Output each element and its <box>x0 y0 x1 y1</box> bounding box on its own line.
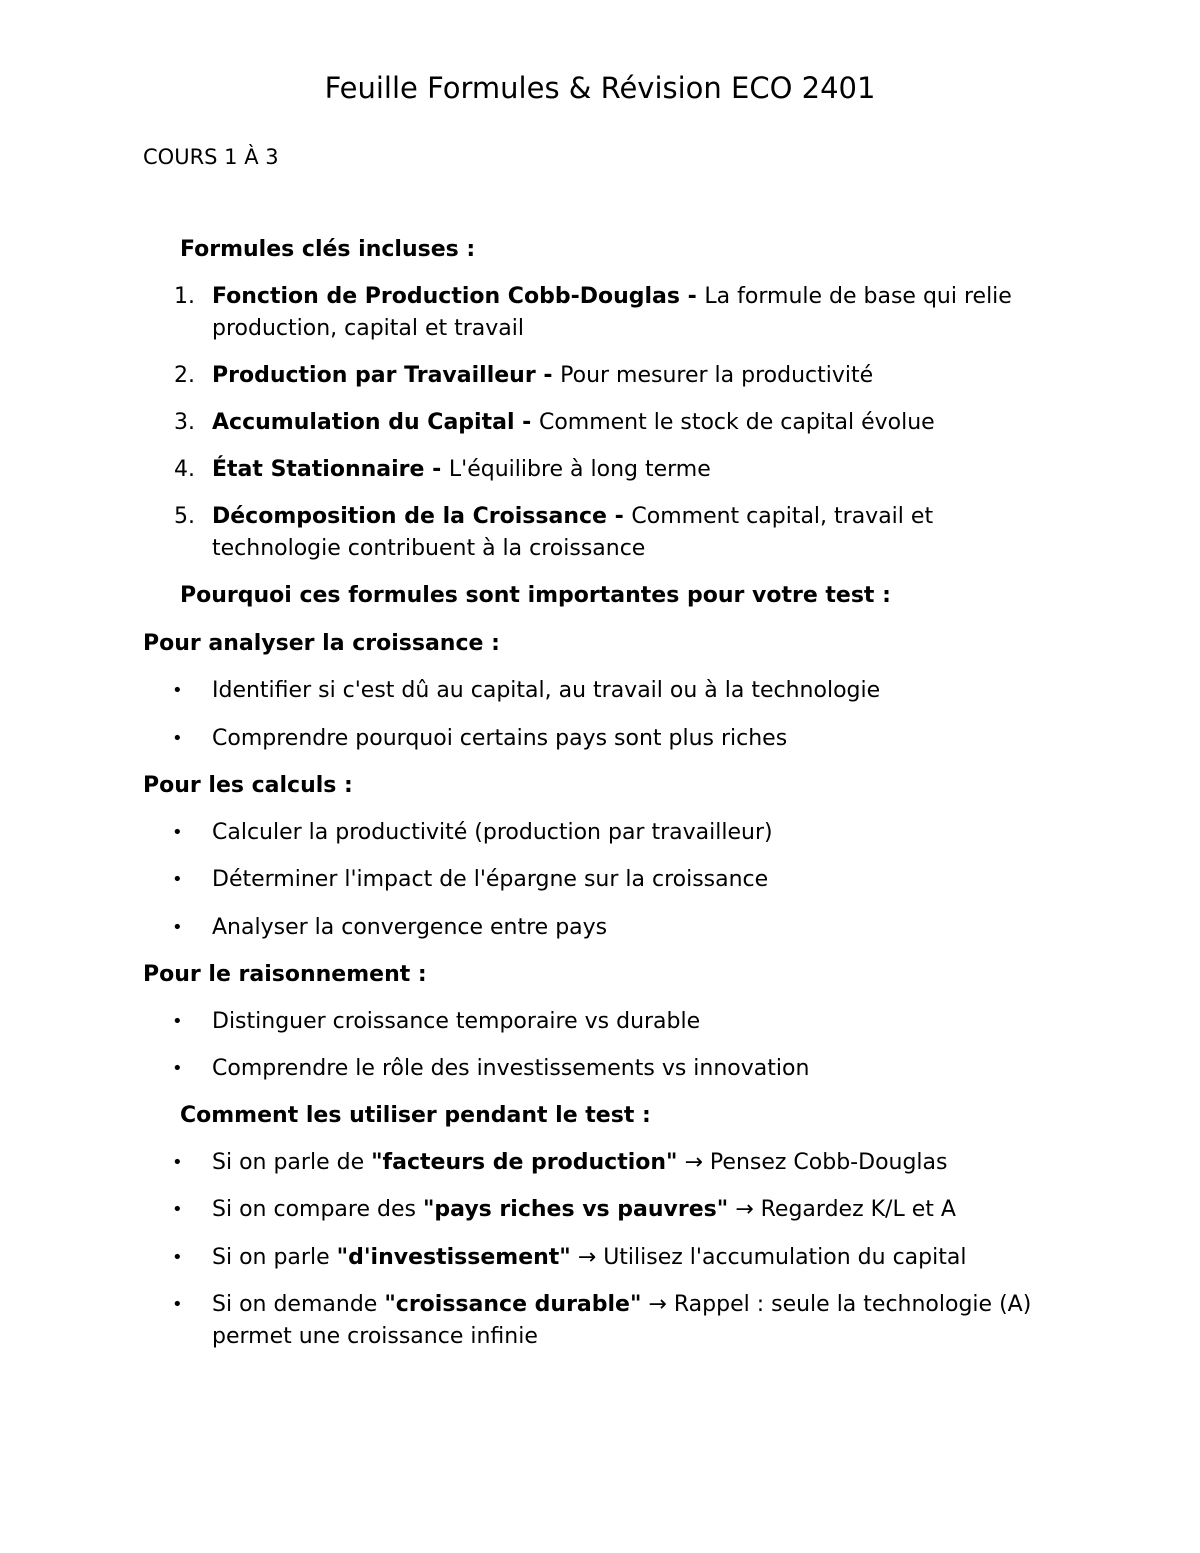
formula-separator: - <box>606 504 632 529</box>
usage-item <box>212 1147 1072 1179</box>
formula-number: 5. <box>174 504 195 529</box>
list-item: Distinguer croissance temporaire vs durable <box>212 1009 701 1034</box>
bullet-icon: • <box>172 1247 183 1268</box>
page-title: Feuille Formules & Révision ECO 2401 <box>324 71 876 105</box>
usage-suffix: → Rappel : seule la technologie (A) permet une croissance infinie <box>212 1292 1032 1349</box>
usage-prefix: Si on parle de <box>212 1150 372 1175</box>
list-item: Comprendre le rôle des investissements vs innovation <box>212 1056 810 1081</box>
formula-separator: - <box>424 457 449 482</box>
formula-number: 2. <box>174 363 195 388</box>
usage-keyword: "pays riches vs pauvres" <box>422 1197 729 1222</box>
formulas-heading: Formules clés incluses : <box>180 237 476 262</box>
usage-keyword: "facteurs de production" <box>371 1150 678 1175</box>
formula-name: Accumulation du Capital <box>212 410 515 435</box>
usage-item <box>212 1194 1072 1226</box>
formula-number: 1. <box>174 284 195 309</box>
usage-keyword: "d'investissement" <box>336 1245 571 1270</box>
usage-prefix: Si on parle <box>212 1245 337 1270</box>
usage-suffix: → Utilisez l'accumulation du capital <box>570 1245 967 1270</box>
formula-text <box>212 454 1072 486</box>
usage-item <box>212 1289 1062 1353</box>
usage-prefix: Si on demande <box>212 1292 385 1317</box>
usage-suffix: → Regardez K/L et A <box>728 1197 956 1222</box>
formula-separator: - <box>535 363 561 388</box>
bullet-icon: • <box>172 1152 183 1173</box>
reasoning-heading: Pour le raisonnement : <box>143 962 427 987</box>
formula-name: Fonction de Production Cobb-Douglas <box>212 284 680 309</box>
formula-text <box>212 407 1072 439</box>
usage-item <box>212 1242 1072 1274</box>
bullet-icon: • <box>172 1294 183 1315</box>
formula-separator: - <box>679 284 705 309</box>
list-item: Calculer la productivité (production par travailleur) <box>212 820 773 845</box>
formula-description: Pour mesurer la productivité <box>560 363 874 388</box>
usage-suffix: → Pensez Cobb-Douglas <box>677 1150 948 1175</box>
usage-keyword: "croissance durable" <box>384 1292 642 1317</box>
formula-text <box>212 501 1012 565</box>
formula-description: La formule de base qui relie production, capital et travail <box>212 284 1012 341</box>
formula-text <box>212 281 1072 345</box>
formula-number: 4. <box>174 457 195 482</box>
bullet-icon: • <box>172 680 183 701</box>
formula-number: 3. <box>174 410 195 435</box>
bullet-icon: • <box>172 1011 183 1032</box>
list-item: Comprendre pourquoi certains pays sont plus riches <box>212 726 788 751</box>
growth-heading: Pour analyser la croissance : <box>143 631 500 656</box>
formula-name: Décomposition de la Croissance <box>212 504 607 529</box>
bullet-icon: • <box>172 822 183 843</box>
list-item: Identifier si c'est dû au capital, au travail ou à la technologie <box>212 678 881 703</box>
bullet-icon: • <box>172 917 183 938</box>
bullet-icon: • <box>172 728 183 749</box>
bullet-icon: • <box>172 869 183 890</box>
formula-name: Production par Travailleur <box>212 363 536 388</box>
formula-name: État Stationnaire <box>212 457 425 482</box>
list-item: Déterminer l'impact de l'épargne sur la croissance <box>212 867 769 892</box>
formula-separator: - <box>514 410 539 435</box>
course-subtitle: COURS 1 À 3 <box>143 145 279 169</box>
formula-description: L'équilibre à long terme <box>448 457 711 482</box>
formula-text <box>212 360 1072 392</box>
calculations-heading: Pour les calculs : <box>143 773 353 798</box>
bullet-icon: • <box>172 1199 183 1220</box>
importance-heading: Pourquoi ces formules sont importantes pour votre test : <box>180 583 891 608</box>
list-item: Analyser la convergence entre pays <box>212 915 608 940</box>
usage-prefix: Si on compare des <box>212 1197 423 1222</box>
bullet-icon: • <box>172 1058 183 1079</box>
formula-description: Comment capital, travail et technologie contribuent à la croissance <box>212 504 934 561</box>
formula-description: Comment le stock de capital évolue <box>538 410 935 435</box>
usage-heading: Comment les utiliser pendant le test : <box>180 1103 651 1128</box>
